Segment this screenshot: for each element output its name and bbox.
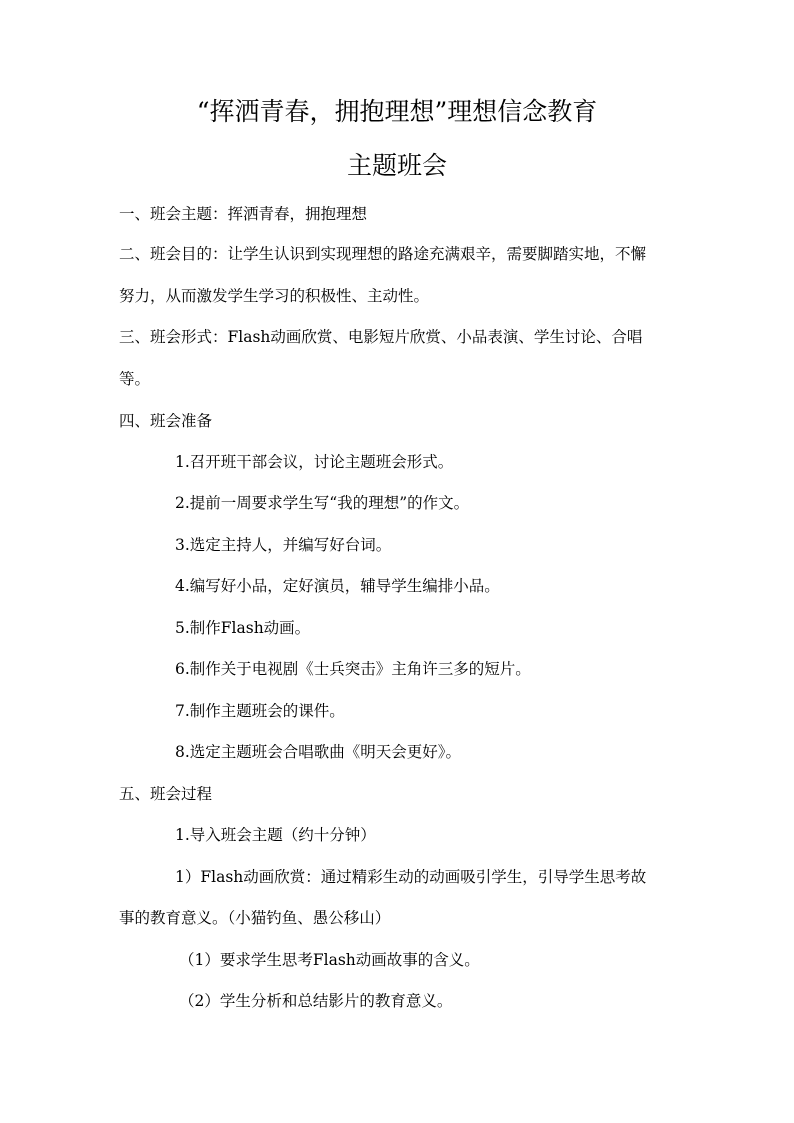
preparation-item: 5.制作Flash动画。 xyxy=(175,619,311,637)
process-substep-line2: 事的教育意义。（小猫钓鱼、愚公移山） xyxy=(119,909,391,927)
process-substep-item: （1）要求学生思考Flash动画故事的含义。 xyxy=(179,951,480,969)
preparation-item: 7.制作主题班会的课件。 xyxy=(175,702,345,720)
section-process-heading: 五、班会过程 xyxy=(119,785,213,803)
section-purpose-line1: 二、班会目的：让学生认识到实现理想的路途充满艰辛，需要脚踏实地，不懈 xyxy=(119,245,647,263)
preparation-item: 3.选定主持人，并编写好台词。 xyxy=(175,536,392,554)
section-format-line2: 等。 xyxy=(119,370,151,388)
preparation-item: 4.编写好小品，定好演员，辅导学生编排小品。 xyxy=(175,577,500,595)
preparation-item: 8.选定主题班会合唱歌曲《明天会更好》。 xyxy=(175,743,462,761)
process-substep-line1: 1）Flash动画欣赏：通过精彩生动的动画吸引学生，引导学生思考故 xyxy=(175,868,647,886)
document-subtitle: 主题班会 xyxy=(346,151,447,180)
section-theme: 一、班会主题：挥洒青春，拥抱理想 xyxy=(119,205,368,223)
section-purpose-line2: 努力，从而激发学生学习的积极性、主动性。 xyxy=(119,287,430,305)
preparation-item: 6.制作关于电视剧《士兵突击》主角许三多的短片。 xyxy=(175,660,531,678)
preparation-item: 2.提前一周要求学生写“我的理想”的作文。 xyxy=(175,494,470,512)
preparation-item: 1.召开班干部会议，讨论主题班会形式。 xyxy=(175,453,454,471)
process-step-1: 1.导入班会主题（约十分钟） xyxy=(175,826,376,844)
section-format-line1: 三、班会形式：Flash动画欣赏、电影短片欣赏、小品表演、学生讨论、合唱 xyxy=(119,328,643,346)
document-title: “挥洒青春，拥抱理想”理想信念教育 xyxy=(196,97,598,126)
process-substep-item: （2）学生分析和总结影片的教育意义。 xyxy=(179,992,453,1010)
section-preparation-heading: 四、班会准备 xyxy=(119,412,213,430)
